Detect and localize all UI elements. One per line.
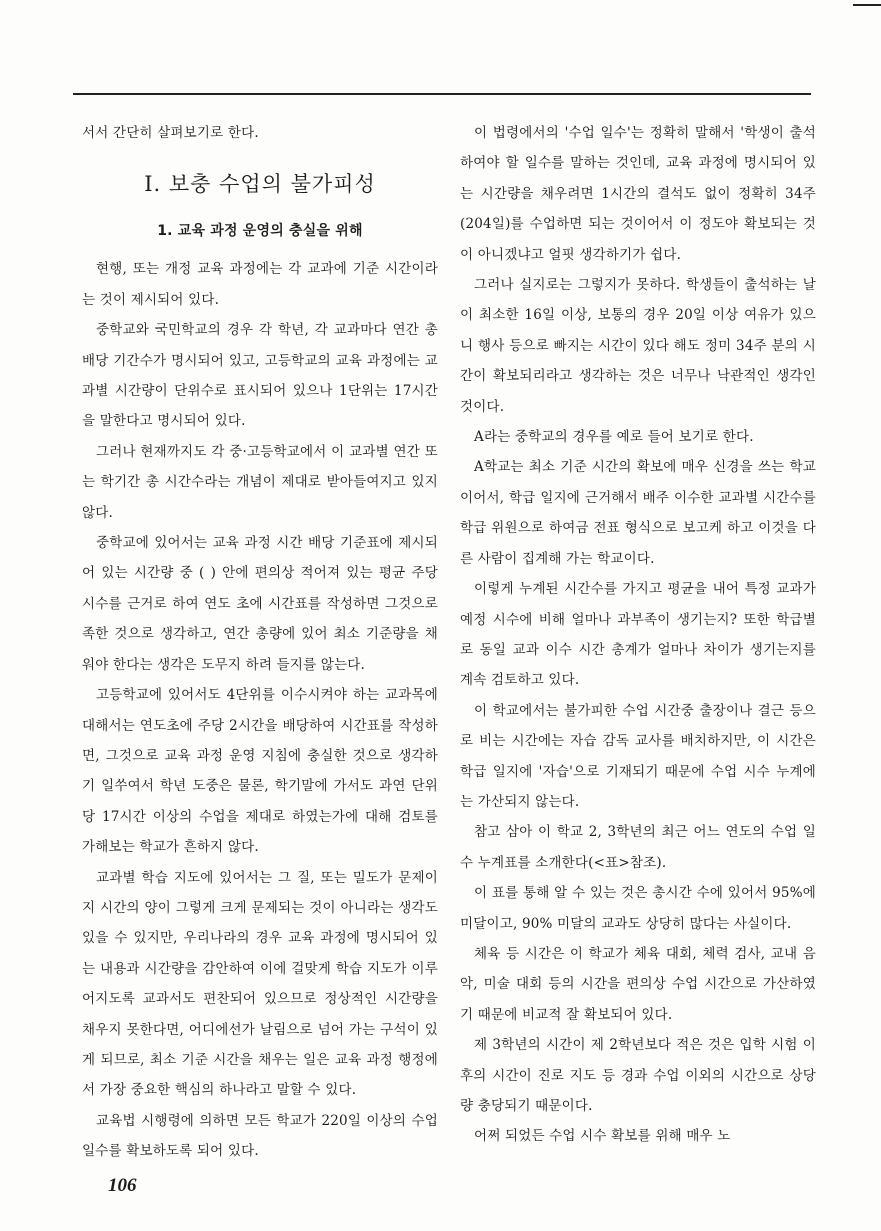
paragraph: 제 3학년의 시간이 제 2학년보다 적은 것은 입학 시험 이후의 시간이 진로 지도 등 경과 수업 이외의 시간으로 상당량 충당되기 때문이다. [460, 1037, 816, 1114]
right-column [460, 118, 816, 1152]
left-column [82, 118, 438, 1167]
paragraph: 참고 삼아 이 학교 2, 3학년의 최근 어느 연도의 수업 일수 누계표를 소개한다(<표>참조). [460, 824, 816, 871]
paragraph: A학교는 최소 기준 시간의 확보에 매우 신경을 쓰는 학교이어서, 학급 일지에 근거해서 배주 이수한 교과별 시간수를 학급 위원으로 하여금 전표 형식으로 보고케 하고 이것을 다른 사람이 집계해 가는 학교이다. [460, 459, 816, 567]
paragraph: 그러나 현재까지도 각 중·고등학교에서 이 교과별 연간 또는 학기간 총 시간수라는 개념이 제대로 받아들여지고 있지 않다. [82, 443, 438, 521]
paragraph: A라는 중학교의 경우를 예로 들어 보기로 한다. [474, 429, 754, 446]
paragraph: 어쩌 되었든 수업 시수 확보를 위해 매우 노 [474, 1128, 731, 1145]
paragraph: 체육 등 시간은 이 학교가 체육 대회, 체력 검사, 교내 음악, 미술 대회 등의 시간을 편의상 수업 시간으로 가산하였기 때문에 비교적 잘 확보되어 있다. [460, 945, 816, 1023]
paragraph: 이 학교에서는 불가피한 수업 시간중 출장이나 결근 등으로 비는 시간에는 자습 감독 교사를 배치하지만, 이 시간은 학급 일지에 '자습'으로 기재되기 때문에 수업 시수 누계에는 가산되지 않는다. [460, 702, 816, 810]
paragraph: 이 법령에서의 '수업 일수'는 정확히 말해서 '학생이 출석하여야 할 일수를 말하는 것인데, 교육 과정에 명시되어 있는 시간량을 채우려면 1시간의 결석도 없이 정확히 34주(204일)를 수업하면 되는 것이어서 이 정도야 확보되는 것이 아니겠냐고 얼핏 생각하기가 쉽다. [460, 125, 816, 263]
section-title: Ⅰ. 보충 수업의 불가피성 [144, 172, 376, 197]
paragraph: 중학교와 국민학교의 경우 각 학년, 각 교과마다 연간 총 배당 기간수가 명시되어 있고, 고등학교의 교육 과정에는 교과별 시간량이 단위수로 표시되어 있으나 1단위는 17시간을 말한다고 명시되어 있다. [82, 322, 438, 430]
paragraph: 현행, 또는 개정 교육 과정에는 각 교과에 기준 시간이라는 것이 제시되어 있다. [82, 261, 438, 308]
corner-mark [853, 4, 881, 6]
paragraph: 교육법 시행령에 의하면 모든 학교가 220일 이상의 수업 일수를 확보하도록 되어 있다. [82, 1112, 438, 1160]
paragraph: 교과별 학습 지도에 있어서는 그 질, 또는 밀도가 문제이지 시간의 양이 그렇게 크게 문제되는 것이 아니라는 생각도 있을 수 있지만, 우리나라의 경우 교육 과정에 명시되어 있는 내용과 시간량을 감안하여 이에 걸맞게 학습 지도가 이루어지도록 교과서도 편찬되어 있으므로 정상적인 시간량을 채우지 못한다면, 어디에선가 날림으로 넘어 가는 구석이 있게 되므로, 최소 기준 시간을 채우는 일은 교육 과정 행정에서 가장 중요한 핵심의 하나라고 말할 수 있다. [82, 869, 438, 1099]
header-rule [73, 93, 811, 95]
paragraph: 이렇게 누계된 시간수를 가지고 평균을 내어 특정 교과가 예정 시수에 비해 얼마나 과부족이 생기는지? 또한 학급별로 동일 교과 이수 시간 총계가 얼마나 차이가 생기는지를 계속 검토하고 있다. [460, 581, 816, 689]
paragraph: 고등학교에 있어서도 4단위를 이수시켜야 하는 교과목에 대해서는 연도초에 주당 2시간을 배당하여 시간표를 작성하면, 그것으로 교육 과정 운영 지침에 충실한 것으로 생각하기 일쑤여서 학년 도중은 물론, 학기말에 가서도 과연 단위당 17시간 이상의 수업을 제대로 하였는가에 대해 검토를 가해보는 학교가 흔하지 않다. [82, 687, 438, 856]
paragraph: 그러나 실지로는 그렇지가 못하다. 학생들이 출석하는 날이 최소한 16일 이상, 보통의 경우 20일 이상 여유가 있으니 행사 등으로 빠지는 시간이 있다 해도 정미 34주 분의 시간이 확보되리라고 생각하는 것은 너무나 낙관적인 생각인 것이다. [460, 277, 816, 415]
paragraph: 이 표를 통해 알 수 있는 것은 총시간 수에 있어서 95%에 미달이고, 90% 미달의 교과도 상당히 많다는 사실이다. [460, 885, 816, 932]
subsection-title: 1. 교육 과정 운영의 충실을 위해 [157, 223, 363, 240]
intro-line: 서서 간단히 살펴보기로 한다. [82, 125, 259, 141]
paragraph: 중학교에 있어서는 교육 과정 시간 배당 기준표에 제시되어 있는 시간량 중 ( ) 안에 편의상 적어져 있는 평균 주당 시수를 근거로 하여 연도 초에 시간표를 작성하면 그것으로 족한 것으로 생각하고, 연간 총량에 있어 최소 기준량을 채워야 한다는 생각은 도무지 하려 들지를 않는다. [82, 535, 438, 673]
page-number: 106 [108, 1175, 137, 1196]
